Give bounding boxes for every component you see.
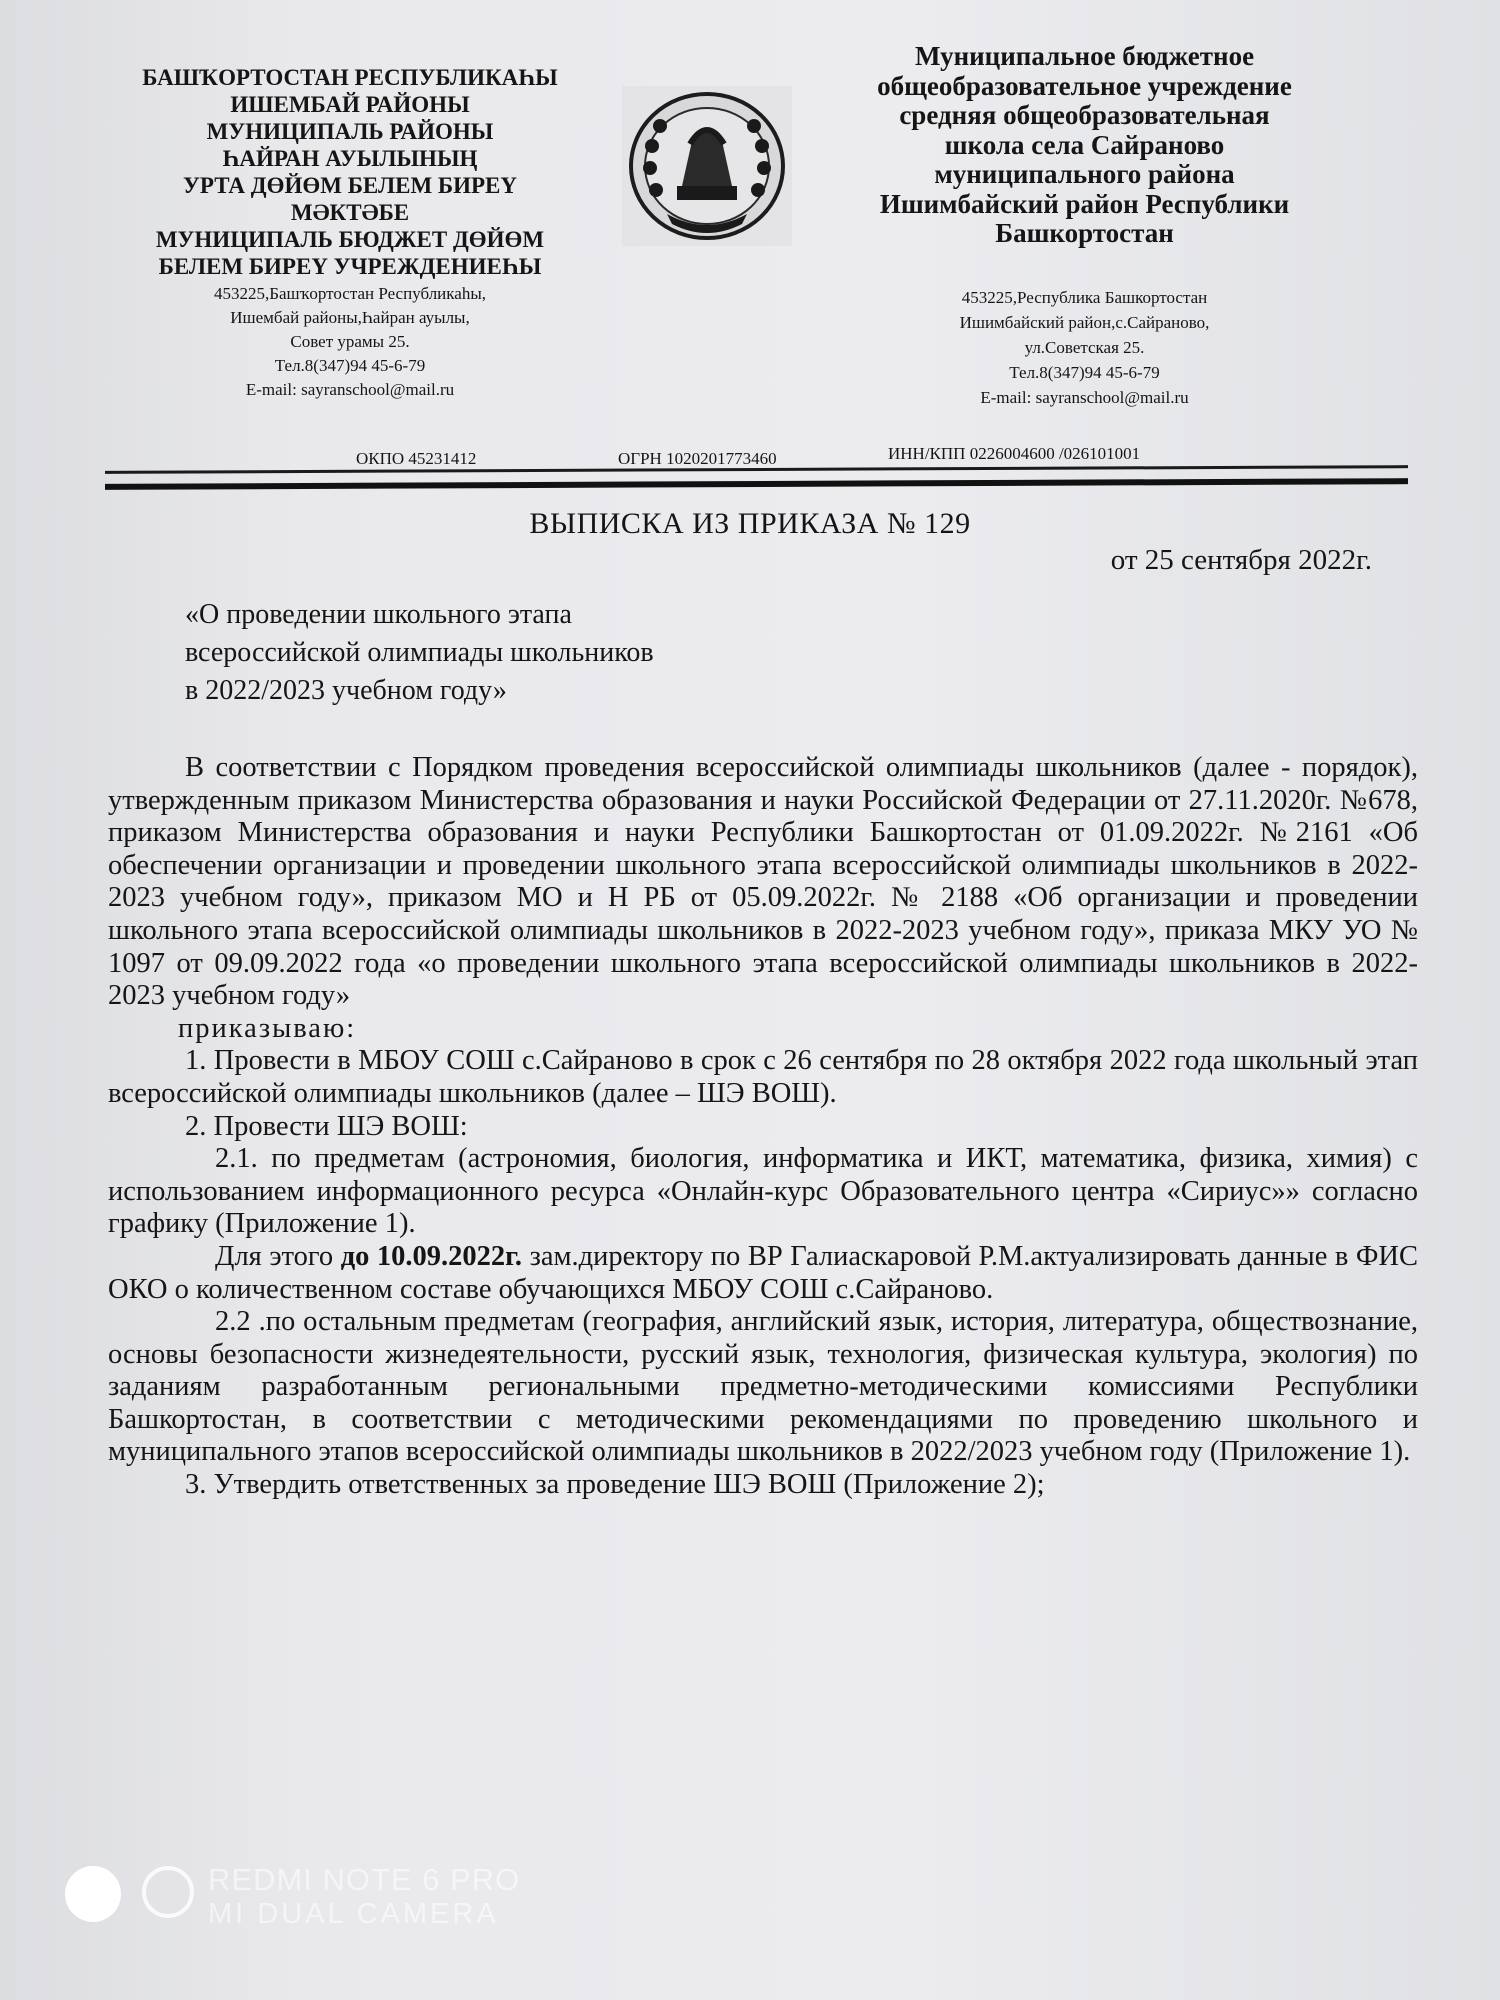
document-subject (185, 596, 654, 710)
header-divider-thick (105, 478, 1408, 490)
deadline-rest: зам.директору по ВР Галиаскаровой Р.М.актуализировать данные в ФИС ОКО о количественном составе обучающихся МБОУ СОШ с.Сайраново. (108, 1240, 1419, 1305)
header-right-line: Муниципальное бюджетное (914, 41, 1255, 71)
deadline-date: до 10.09.2022г. (340, 1240, 523, 1272)
header-left-line: БАШҠОРТОСТАН РЕСПУБЛИКАҺЫ (142, 65, 558, 90)
order-item-3: 3. Утвердить ответственных за проведение ШЭ ВОШ (Приложение 2); (185, 1469, 1045, 1501)
watermark-camera: MI DUAL CAMERA (208, 1898, 499, 1930)
subject-line: «О проведении школьного этапа (185, 599, 572, 630)
header-right-line: средняя общеобразовательная (899, 100, 1270, 130)
order-item-2-1: 2.1. по предметам (астрономия, биология, информатика и ИКТ, математика, физика, химия) с использованием информационного ресурса «Онлайн-курс Образовательного центра «Сириус»» согласно графику (Приложение 1). (108, 1143, 1418, 1240)
header-right-line: Ишимбайский район Республики (879, 188, 1290, 219)
address-line: 453225,Республика Башкортостан (961, 287, 1208, 307)
watermark-dot-icon (65, 1866, 121, 1922)
preamble-paragraph: В соответствии с Порядком проведения всероссийской олимпиады школьников (далее - порядок), утвержденным приказом Министерства образования и науки Российской Федерации от 27.11.2020г. №678, приказом Министерства образования и науки Республики Башкортостан от 01.09.2022г. №2161 «Об обеспечении организации и проведении школьного этапа всероссийской олимпиады школьников в 2022-2023 учебном году», приказом МО и Н РБ от 05.09.2022г. № 2188 «Об организации и проведении школьного этапа всероссийской олимпиады школьников в 2022-2023 учебном году», приказа МКУ УО № 1097 от 09.09.2022 года «о проведении школьного этапа всероссийской олимпиады школьников в 2022-2023 учебном году» (108, 752, 1418, 1012)
coat-of-arms-emblem-icon (622, 86, 792, 246)
order-item-2-2: 2.2 .по остальным предметам (география, английский язык, история, литература, обществознание, основы безопасности жизнедеятельности, русский язык, технология, физическая культура, экология) по заданиям разработанным региональными предметно-методическими комиссиями Республики Башкортостан, в соответствии с методическими рекомендациями по проведению школьного и муниципального этапов всероссийской олимпиады школьников в 2022/2023 учебном году (Приложение 1). (108, 1306, 1418, 1468)
subject-line: всероссийской олимпиады школьников (185, 637, 654, 668)
phone-line: Тел.8(347)94 45-6-79 (1009, 362, 1160, 382)
email-line: E-mail: sayranschool@mail.ru (245, 380, 455, 399)
header-left-line: ҺАЙРАН АУЫЛЫНЫҢ (222, 146, 478, 171)
address-line: 453225,Башҡортостан Республикаһы, (213, 284, 487, 303)
subject-line: в 2022/2023 учебном году» (185, 675, 507, 706)
address-line: Ишимбайский район,с.Сайраново, (959, 312, 1210, 332)
header-left-line: УРТА ДӨЙӨМ БЕЛЕМ БИРЕҮ (183, 173, 517, 198)
phone-line: Тел.8(347)94 45-6-79 (274, 356, 426, 375)
header-right-address (812, 285, 1357, 410)
address-line: ул.Советская 25. (1024, 337, 1145, 357)
header-left-line: ИШЕМБАЙ РАЙОНЫ (230, 92, 470, 117)
header-left-line: МУНИЦИПАЛЬ БЮДЖЕТ ДӨЙӨМ (155, 227, 545, 252)
header-right-line: Башкортостан (995, 218, 1174, 248)
header-right-line: школа села Сайраново (944, 129, 1225, 160)
header-right-line: общеобразовательное учреждение (877, 70, 1292, 101)
header-right-block (812, 42, 1357, 410)
header-right-line: муниципального района (934, 159, 1235, 189)
okpo-code: ОКПО 45231412 (356, 449, 477, 468)
document-date: от 25 сентября 2022г. (1110, 544, 1372, 576)
document-title: ВЫПИСКА ИЗ ПРИКАЗА № 129 (529, 507, 971, 540)
prikaz-word: приказываю: (178, 1012, 357, 1044)
watermark-model: REDMI NOTE 6 PRO (208, 1862, 521, 1897)
order-item-1: 1. Провести в МБОУ СОШ с.Сайраново в срок с 26 сентября по 28 октября 2022 года школьный этап всероссийской олимпиады школьников (далее – ШЭ ВОШ). (108, 1045, 1418, 1109)
header-left-block (100, 64, 600, 402)
document-body (108, 752, 1418, 1502)
header-left-address (100, 282, 600, 402)
address-line: Ишембай районы,Һайран ауылы, (230, 308, 470, 327)
camera-watermark (58, 1862, 698, 1952)
order-item-2: 2. Провести ШЭ ВОШ: (185, 1110, 468, 1142)
watermark-ring-icon (142, 1866, 194, 1918)
address-line: Совет урамы 25. (290, 332, 410, 351)
header-left-line: БЕЛЕМ БИРЕҮ УЧРЕЖДЕНИЕҺЫ (158, 254, 542, 279)
deadline-prefix: Для этого (215, 1240, 334, 1272)
deadline-paragraph (108, 1241, 1418, 1306)
header-left-line: МУНИЦИПАЛЬ РАЙОНЫ (206, 119, 494, 144)
header-left-line: МӘКТӘБЕ (290, 200, 410, 225)
inn-code: ИНН/КПП 0226004600 /026101001 (888, 444, 1141, 463)
email-line: E-mail: sayranschool@mail.ru (980, 387, 1189, 407)
ogrn-code: ОГРН 1020201773460 (618, 449, 777, 468)
